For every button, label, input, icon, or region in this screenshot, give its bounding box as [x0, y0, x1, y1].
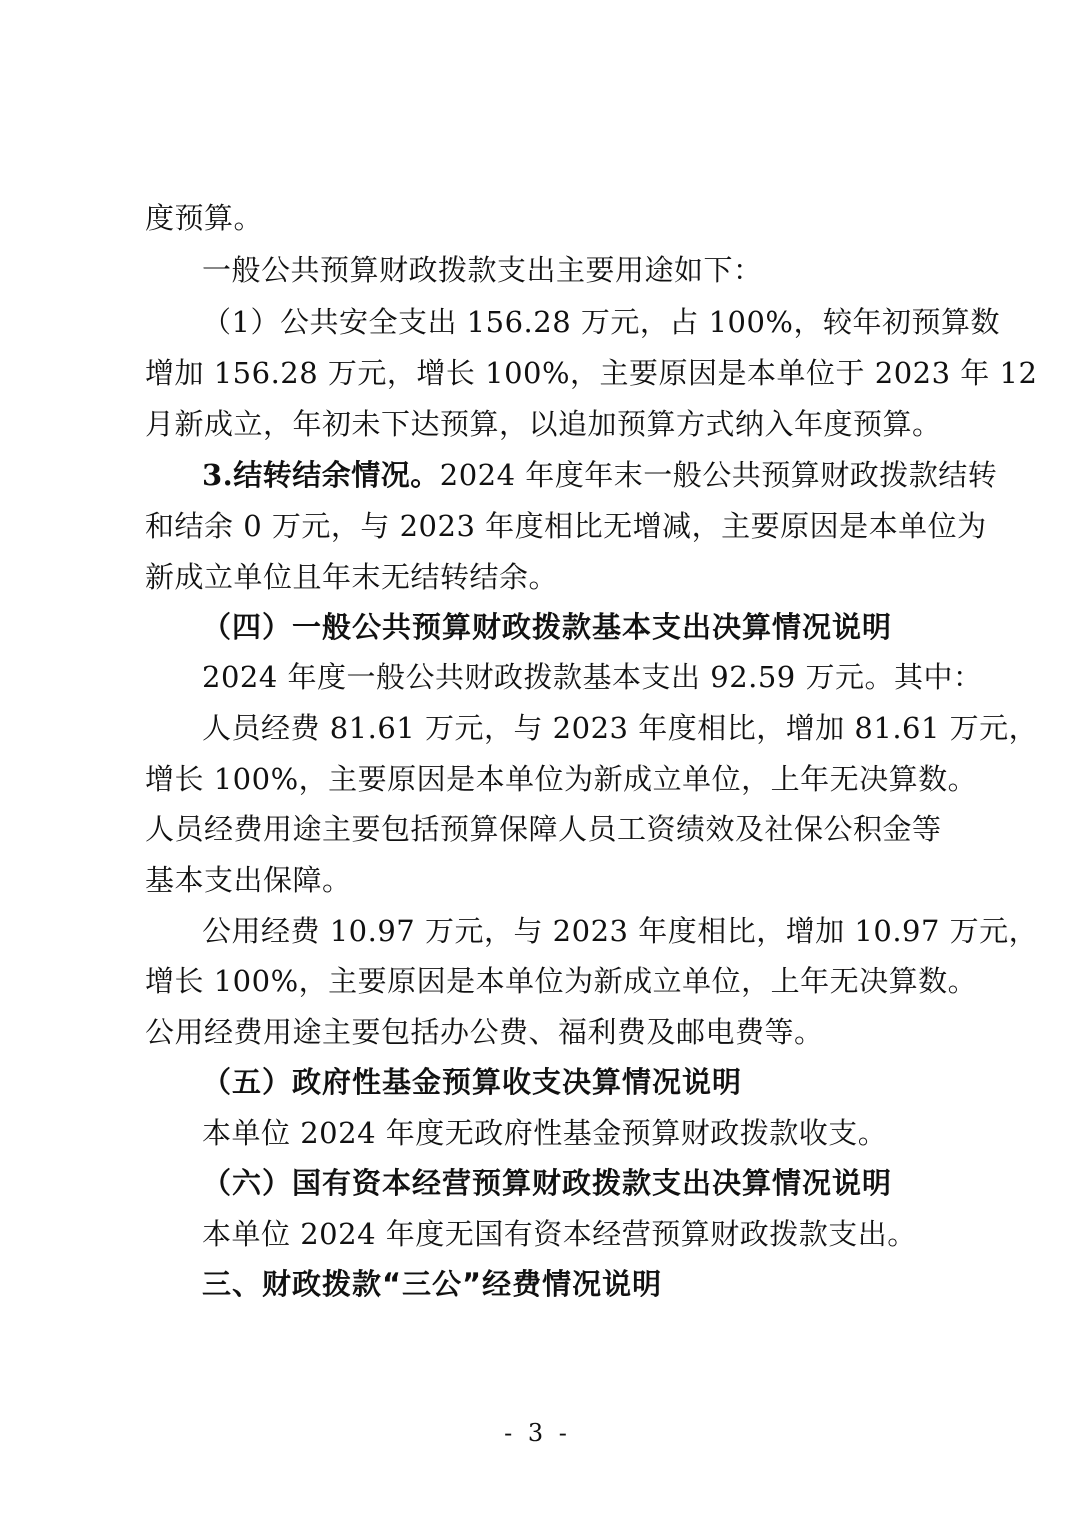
paragraph-text: 2024 年度年末一般公共预算财政拨款结转: [439, 458, 998, 492]
subheading-bold: 3.结转结余情况。: [202, 458, 440, 492]
paragraph-line: 新成立单位且年末无结转结余。: [145, 560, 559, 594]
paragraph-line: 一般公共预算财政拨款支出主要用途如下：: [202, 253, 763, 287]
page-number: - 3 -: [504, 1419, 571, 1447]
paragraph-line: 公用经费 10.97 万元，与 2023 年度相比，增加 10.97 万元，: [202, 914, 1039, 948]
section-heading: （六）国有资本经营预算财政拨款支出决算情况说明: [202, 1166, 893, 1200]
section-heading: （四）一般公共预算财政拨款基本支出决算情况说明: [202, 610, 893, 644]
paragraph-line: 基本支出保障。: [145, 863, 352, 897]
paragraph-line: （1）公共安全支出 156.28 万元，占 100%，较年初预算数: [202, 305, 1000, 339]
paragraph-line: 增加 156.28 万元，增长 100%，主要原因是本单位于 2023 年 12: [145, 356, 1038, 390]
paragraph-line: 和结余 0 万元，与 2023 年度相比无增减，主要原因是本单位为: [145, 509, 987, 543]
paragraph-line: 人员经费 81.61 万元，与 2023 年度相比，增加 81.61 万元，: [202, 711, 1039, 745]
paragraph-line: 2024 年度一般公共财政拨款基本支出 92.59 万元。其中：: [202, 660, 983, 694]
paragraph-line: 增长 100%，主要原因是本单位为新成立单位，上年无决算数。: [145, 964, 978, 998]
chapter-heading: 三、财政拨款“三公”经费情况说明: [202, 1267, 663, 1301]
paragraph-line: 人员经费用途主要包括预算保障人员工资绩效及社保公积金等: [145, 812, 942, 846]
paragraph-line: 公用经费用途主要包括办公费、福利费及邮电费等。: [145, 1015, 824, 1049]
paragraph-line: 增长 100%，主要原因是本单位为新成立单位，上年无决算数。: [145, 762, 978, 796]
paragraph-line: 本单位 2024 年度无政府性基金预算财政拨款收支。: [202, 1116, 888, 1150]
paragraph-line: [202, 457, 998, 493]
paragraph-line: 月新成立，年初未下达预算，以追加预算方式纳入年度预算。: [145, 407, 942, 441]
section-heading: （五）政府性基金预算收支决算情况说明: [202, 1065, 743, 1099]
paragraph-line: 本单位 2024 年度无国有资本经营预算财政拨款支出。: [202, 1217, 917, 1251]
paragraph-line: 度预算。: [145, 201, 264, 235]
